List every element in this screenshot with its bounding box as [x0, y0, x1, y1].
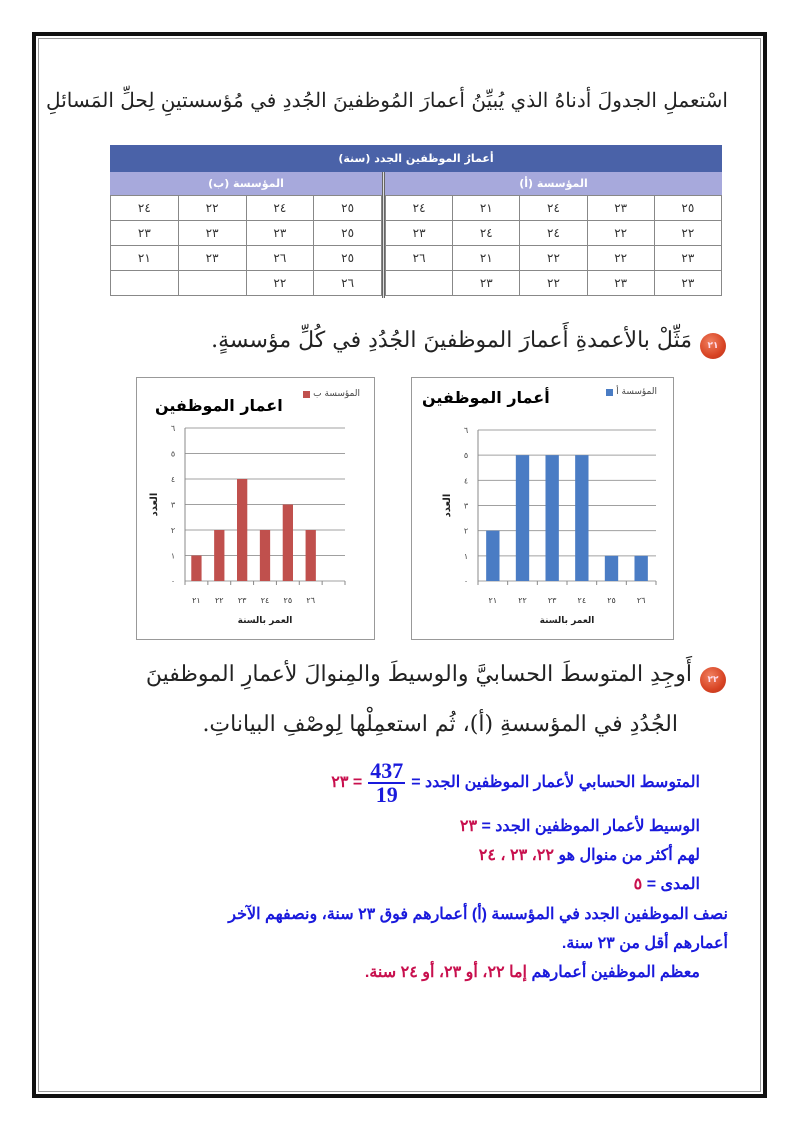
- x-tick-label: ٢٦: [306, 596, 316, 605]
- x-axis-label: العمر بالسنة: [237, 616, 293, 626]
- table-title: أعمارُ الموظفين الجدد (سنة): [110, 145, 722, 172]
- chart-b-title: اعمار الموظفين: [155, 396, 283, 415]
- bar: [306, 530, 316, 581]
- question-22-line2: الجُدُدِ في المؤسسةِ (أ)، ثُم استعمِلْها لِوصْفِ البياناتِ.: [202, 712, 678, 737]
- bar: [605, 556, 618, 581]
- company-b-grid: [110, 195, 382, 296]
- answer-mean: [331, 760, 700, 806]
- question-21-text: مَثِّلْ بالأعمدةِ أَعمارَ الموظفينَ الجُدُدِ في كُلِّ مؤسسةٍ.: [211, 328, 692, 353]
- y-tick-label: ٦: [170, 424, 176, 433]
- range-value: ٥: [633, 876, 643, 893]
- chart-b-plot: [137, 378, 374, 639]
- table-row: [386, 221, 722, 246]
- mean-label: المتوسط الحسابي لأعمار الموظفين الجدد =: [411, 774, 700, 792]
- x-tick-label: ٢٦: [636, 596, 646, 605]
- bar: [516, 455, 529, 581]
- chart-a-legend-label: المؤسسة أ: [616, 387, 657, 397]
- y-tick-label: ٣: [170, 500, 176, 510]
- table-cell: ٢٤: [111, 196, 179, 221]
- table-cell: ٢٤: [453, 221, 520, 246]
- answer-median: [460, 816, 700, 836]
- bar: [237, 479, 247, 581]
- table-cell: ٢٦: [246, 246, 314, 271]
- bar: [260, 530, 270, 581]
- y-tick-label: ٠: [170, 577, 176, 586]
- table-row: [111, 246, 382, 271]
- x-tick-label: ٢٥: [607, 596, 616, 605]
- instruction-text: اسْتعملِ الجدولَ أدناهُ الذي يُبيِّنُ أعمارَ المُوظفينَ الجُددِ في مُؤسستينِ لِحلِّ المَسائلِ: [46, 88, 728, 112]
- y-tick-label: ٢: [463, 526, 469, 536]
- table-cell: ٢٤: [246, 196, 314, 221]
- table-cell: ٢٦: [386, 246, 453, 271]
- y-tick-label: ٥: [463, 451, 469, 461]
- chart-b-legend-label: المؤسسة ب: [313, 389, 360, 399]
- x-tick-label: ٢٣: [547, 596, 557, 605]
- table-cell: ٢٢: [178, 196, 246, 221]
- question-22-line1: أَوجِدِ المتوسطَ الحسابيَّ والوسيطَ والمِنوالَ لأعمارِ الموظفينَ: [145, 662, 692, 687]
- table-row: [386, 271, 722, 296]
- bar: [486, 531, 499, 581]
- chart-company-a: [411, 377, 674, 640]
- answer-description-line2: أعمارهم أقل من ٢٣ سنة.: [561, 935, 728, 952]
- answer-range: [634, 874, 700, 894]
- table-cell: ٢١: [453, 196, 520, 221]
- chart-a-legend-swatch: [606, 389, 613, 396]
- median-value: ٢٣: [459, 818, 478, 835]
- ages-table: [110, 145, 722, 298]
- y-tick-label: ١: [463, 551, 469, 561]
- mean-denominator: 19: [375, 782, 398, 807]
- table-cell: ٢٥: [314, 221, 382, 246]
- x-tick-label: ٢٢: [518, 596, 527, 605]
- y-tick-label: ٠: [463, 577, 469, 586]
- y-axis-label: العدد: [149, 492, 160, 517]
- table-cell: ٢٣: [111, 221, 179, 246]
- table-cell: ٢٢: [520, 246, 587, 271]
- bar: [634, 556, 647, 581]
- chart-b-legend-swatch: [303, 391, 310, 398]
- question-21-badge: ٢١: [700, 333, 726, 359]
- chart-a-plot: [412, 378, 673, 639]
- table-cell: ٢٢: [246, 271, 314, 296]
- table-cell: [111, 271, 179, 296]
- x-tick-label: ٢٢: [214, 596, 224, 605]
- table-cell: ٢١: [453, 246, 520, 271]
- answer-description-line1: نصف الموظفين الجدد في المؤسسة (أ) أعمارهم فوق ٢٣ سنة، ونصفهم الآخر: [228, 906, 728, 923]
- table-cell: ٢٣: [654, 271, 721, 296]
- table-cell: ٢٢: [654, 221, 721, 246]
- table-cell: ٢٣: [587, 271, 654, 296]
- mode-label: لهم أكثر من منوال هو: [558, 847, 700, 864]
- table-cell: ٢٤: [520, 196, 587, 221]
- mean-result: = ٢٣: [331, 774, 363, 792]
- table-cell: ٢٤: [386, 196, 453, 221]
- bar: [545, 455, 558, 581]
- table-cell: ٢٢: [587, 221, 654, 246]
- y-tick-label: ٦: [463, 426, 469, 435]
- company-b-header: المؤسسة (ب): [110, 172, 382, 195]
- table-cell: ٢٤: [520, 221, 587, 246]
- table-cell: ٢٥: [314, 246, 382, 271]
- question-22-badge: ٢٢: [700, 667, 726, 693]
- x-tick-label: ٢١: [488, 596, 498, 605]
- most-label: معظم الموظفين أعمارهم: [531, 964, 700, 981]
- bar: [283, 505, 293, 582]
- company-a-header: المؤسسة (أ): [385, 172, 722, 195]
- bar: [191, 556, 201, 582]
- x-tick-label: ٢٤: [577, 596, 587, 605]
- x-tick-label: ٢٥: [283, 596, 293, 605]
- mean-numerator: 437: [370, 758, 404, 783]
- table-cell: ٢٥: [654, 196, 721, 221]
- bar: [575, 455, 588, 581]
- table-cell: [386, 271, 453, 296]
- table-cell: ٢٢: [587, 246, 654, 271]
- y-tick-label: ٤: [463, 476, 469, 486]
- table-row: [386, 246, 722, 271]
- table-row: [386, 196, 722, 221]
- answer-description-most: [365, 962, 700, 982]
- table-cell: ٢٣: [246, 221, 314, 246]
- range-label: المدى =: [646, 876, 700, 893]
- company-a-grid: [385, 195, 722, 296]
- median-label: الوسيط لأعمار الموظفين الجدد =: [481, 818, 700, 835]
- table-cell: ٢٣: [386, 221, 453, 246]
- chart-company-b: [136, 377, 375, 640]
- table-cell: ٢٣: [453, 271, 520, 296]
- table-cell: ٢٣: [587, 196, 654, 221]
- table-cell: ٢٣: [178, 221, 246, 246]
- y-tick-label: ٥: [170, 449, 176, 459]
- chart-a-legend: [606, 387, 657, 397]
- chart-b-legend: [303, 389, 360, 399]
- table-cell: ٢٥: [314, 196, 382, 221]
- table-row: [111, 221, 382, 246]
- mode-value: ٢٢، ٢٣ ، ٢٤: [478, 847, 554, 864]
- mean-fraction: [368, 760, 405, 806]
- table-cell: ٢٦: [314, 271, 382, 296]
- table-row: [111, 196, 382, 221]
- y-tick-label: ٢: [170, 526, 176, 535]
- y-axis-label: العدد: [442, 493, 453, 518]
- table-cell: ٢٢: [520, 271, 587, 296]
- bar: [214, 530, 224, 581]
- x-tick-label: ٢٤: [260, 596, 270, 605]
- x-tick-label: ٢٣: [237, 596, 247, 605]
- answer-mode: [479, 845, 700, 865]
- table-cell: ٢٣: [178, 246, 246, 271]
- table-cell: [178, 271, 246, 296]
- y-tick-label: ٤: [170, 475, 176, 484]
- y-tick-label: ١: [170, 551, 176, 561]
- table-row: [111, 271, 382, 296]
- y-tick-label: ٣: [463, 501, 469, 511]
- table-cell: ٢٣: [654, 246, 721, 271]
- table-cell: ٢١: [111, 246, 179, 271]
- x-tick-label: ٢١: [192, 596, 201, 605]
- x-axis-label: العمر بالسنة: [539, 616, 595, 626]
- most-value: إما ٢٢، أو ٢٣، أو ٢٤ سنة.: [364, 964, 527, 981]
- chart-a-title: أعمار الموظفين: [422, 388, 550, 407]
